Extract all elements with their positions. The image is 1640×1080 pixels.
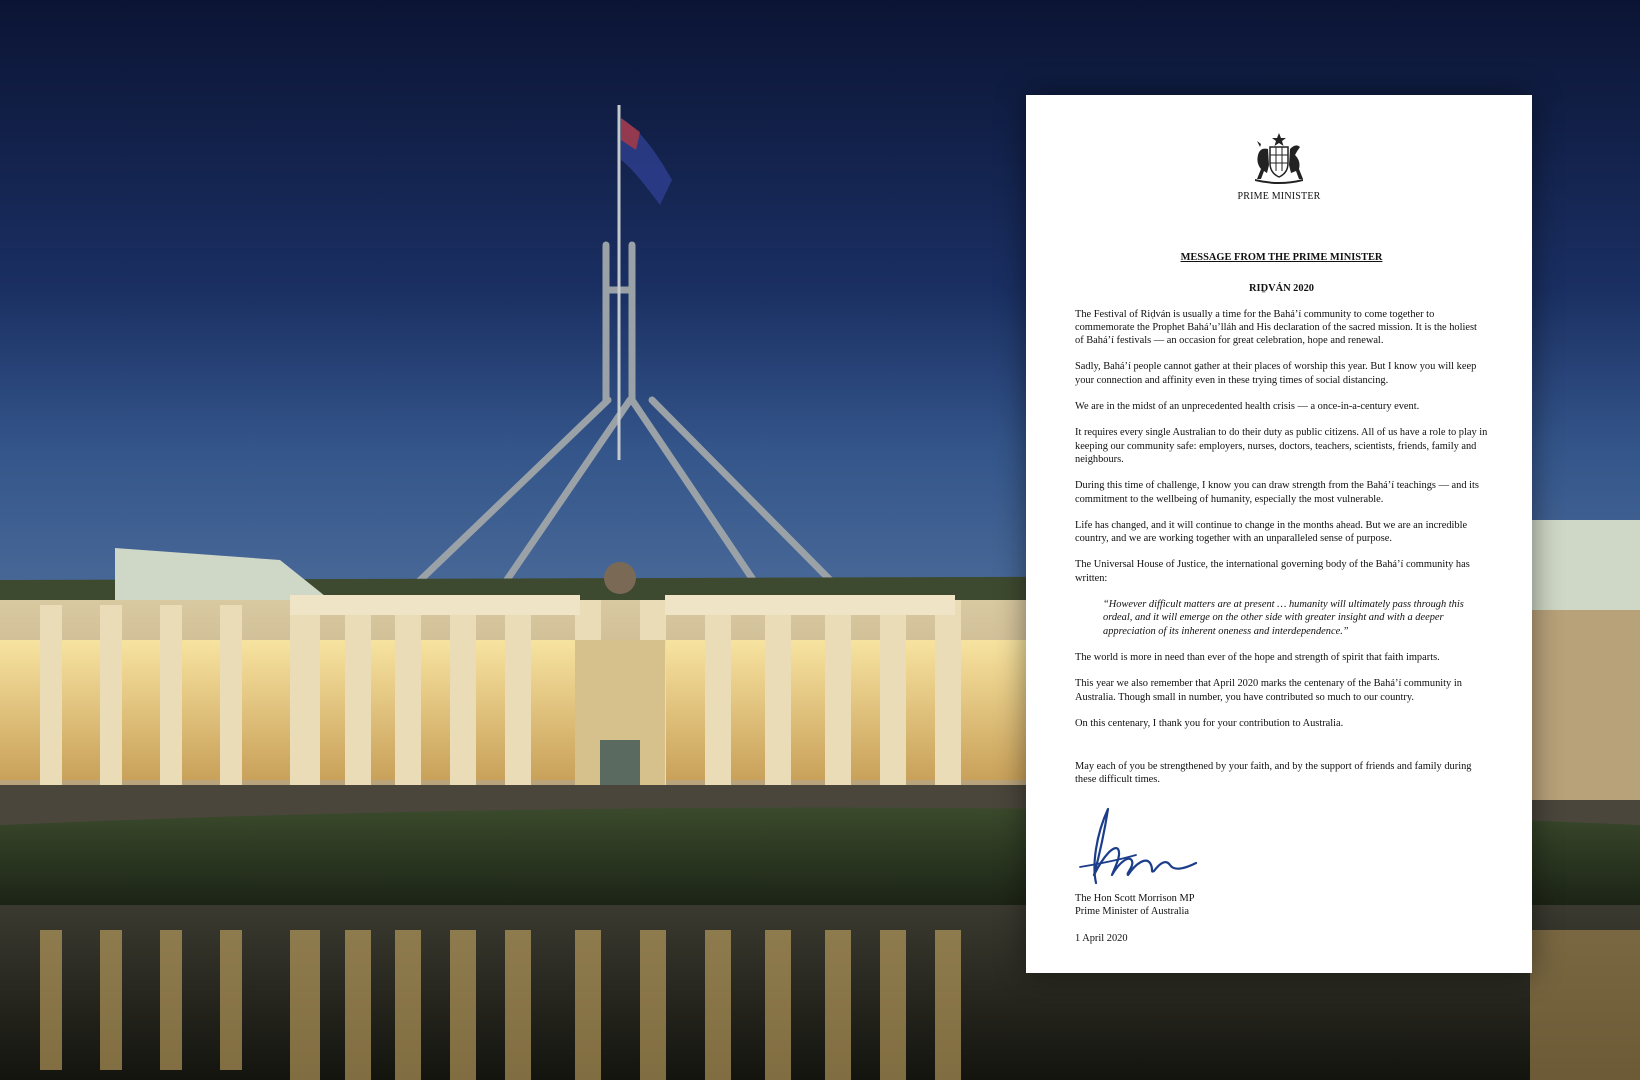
letter-quote: “However difficult matters are at present … humanity will ultimately pass through this ordeal, and it will emerge on the other side with greater insight and with a deeper appreciation of its inherent oneness and interdependence.” (1103, 599, 1464, 637)
letter-paragraph: The Festival of Riḍván is usually a time for the Bahá’í community to come together to commemorate the Prophet Bahá’u’lláh and His declaration of the sacred mission. It is the holiest of Bahá’í festivals — an occasion for great celebration, hope and renewal. (1075, 308, 1477, 347)
signatory-title: Prime Minister of Australia (1075, 906, 1189, 918)
letter-paragraph: We are in the midst of an unprecedented health crisis — a once-in-a-century event. (1075, 401, 1420, 413)
letter-paragraph: This year we also remember that April 2020 marks the centenary of the Bahá’í community in Australia. Though small in number, you have contributed so much to our country. (1075, 678, 1462, 703)
letter-paragraph: It requires every single Australian to do their duty as public citizens. All of us have a role to play in keeping our community safe: employers, nurses, doctors, teachers, scientists, friends, family and neighbours. (1075, 427, 1488, 465)
letter-date: 1 April 2020 (1075, 933, 1128, 944)
signature-icon (1074, 805, 1214, 889)
letter-body (1075, 251, 1488, 800)
coat-of-arms-icon (1026, 131, 1532, 185)
letter-paragraph: On this centenary, I thank you for your contribution to Australia. (1075, 717, 1344, 729)
letter-heading: MESSAGE FROM THE PRIME MINISTER (1180, 252, 1383, 263)
letter-closing: May each of you be strengthened by your faith, and by the support of friends and family during these difficult times. (1075, 761, 1472, 786)
office-title: PRIME MINISTER (1237, 191, 1321, 202)
signatory-block (1075, 892, 1195, 919)
letter-paragraph: During this time of challenge, I know you can draw strength from the Bahá’í teachings — and its commitment to the wellbeing of humanity, especially the most vulnerable. (1075, 480, 1479, 505)
letter-paragraph: Life has changed, and it will continue to change in the months ahead. But we are an incredible country, and we are working together with an unparalleled sense of purpose. (1075, 519, 1468, 545)
letter-paragraph: The Universal House of Justice, the international governing body of the Bahá’í community has written: (1075, 559, 1470, 584)
letter-subheading: RIḎVÁN 2020 (1249, 283, 1314, 295)
prime-minister-letter (1026, 95, 1532, 973)
letter-paragraph: The world is more in need than ever of the hope and strength of spirit that faith imparts. (1075, 651, 1440, 663)
letter-paragraph: Sadly, Bahá’í people cannot gather at their places of worship this year. But I know you will keep your connection and affinity even in these trying times of social distancing. (1075, 361, 1477, 386)
signatory-name: The Hon Scott Morrison MP (1075, 893, 1195, 904)
